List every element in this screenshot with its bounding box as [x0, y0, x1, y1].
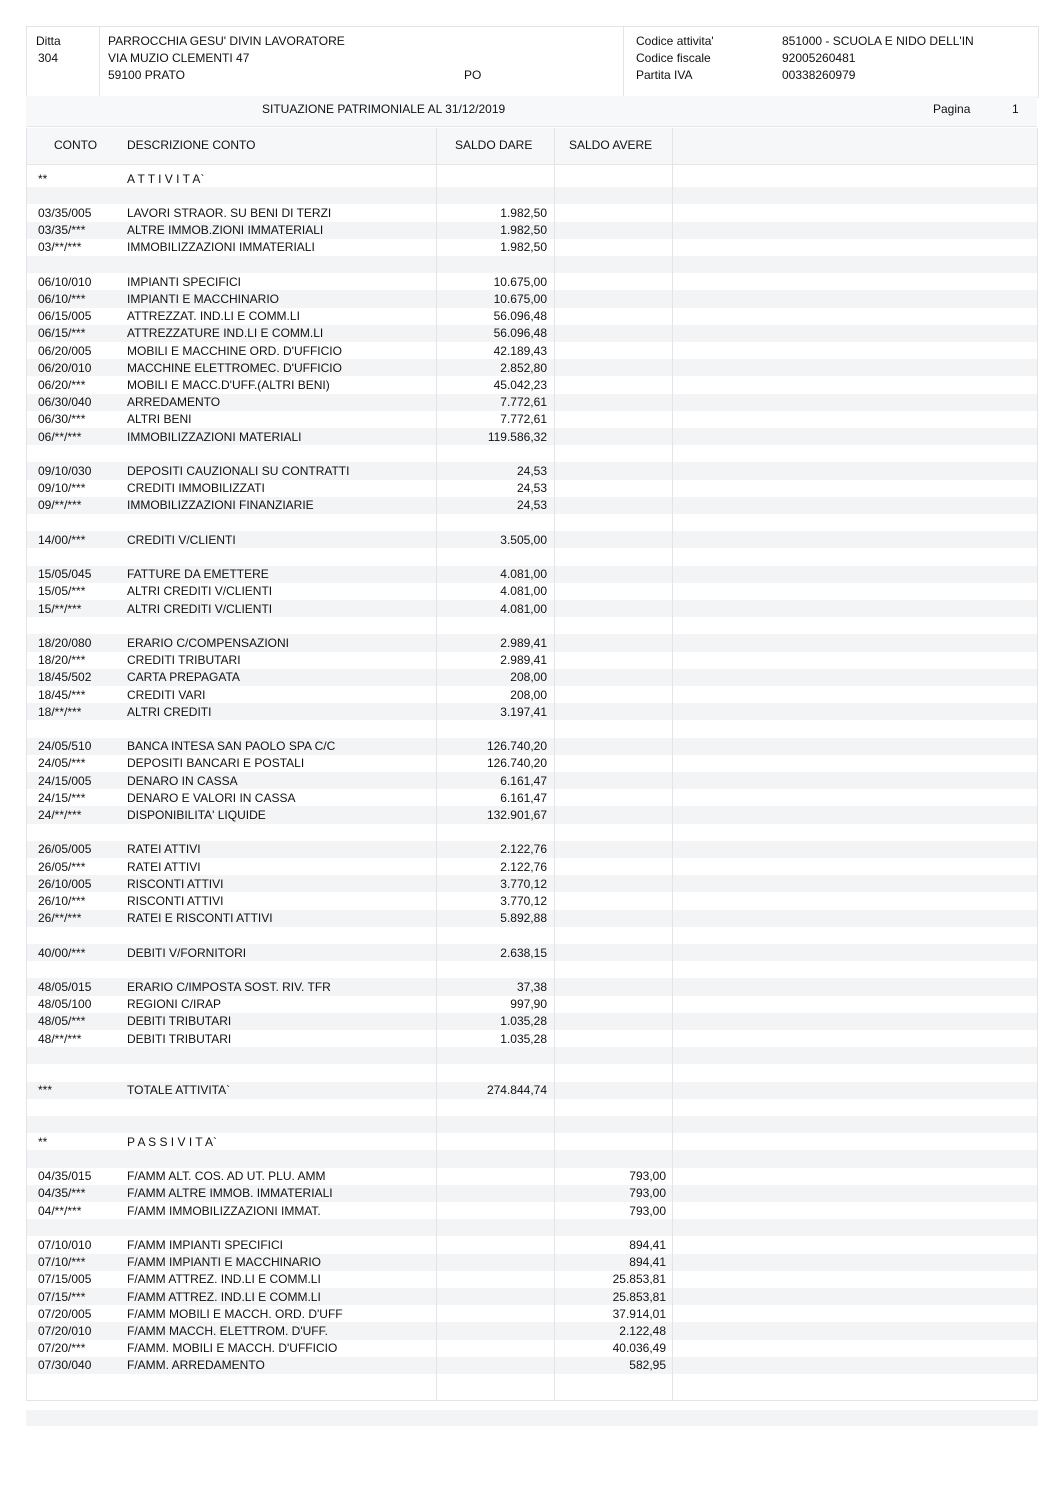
saldo-dare-value: 2.122,76: [500, 842, 547, 857]
account-code: 07/10/010: [38, 1237, 92, 1252]
saldo-dare-value: 3.505,00: [500, 532, 547, 547]
account-description: F/AMM MOBILI E MACCH. ORD. D'UFF: [127, 1306, 343, 1321]
row-stripe: [26, 1047, 1037, 1064]
column-header-descrizione: DESCRIZIONE CONTO: [127, 138, 256, 152]
account-code: 04/35/015: [38, 1169, 92, 1184]
account-description: F/AMM IMPIANTI E MACCHINARIO: [127, 1255, 322, 1270]
account-code: 06/**/***: [38, 429, 82, 444]
saldo-dare-value: 6.161,47: [500, 790, 547, 805]
account-description: REGIONI C/IRAP: [127, 997, 222, 1012]
account-description: F/AMM ATTREZ. IND.LI E COMM.LI: [127, 1272, 321, 1287]
account-code: 09/10/***: [38, 481, 86, 496]
account-code: 07/10/***: [38, 1255, 86, 1270]
account-description: IMMOBILIZZAZIONI MATERIALI: [127, 429, 302, 444]
account-description: RATEI ATTIVI: [127, 859, 201, 874]
saldo-avere-value: 2.122,48: [619, 1323, 666, 1338]
row-stripe: [26, 1219, 1037, 1236]
saldo-dare-value: 24,53: [516, 481, 547, 496]
saldo-dare-value: 4.081,00: [500, 601, 547, 616]
account-code: 40/00/***: [38, 945, 86, 960]
report-title: SITUAZIONE PATRIMONIALE AL 31/12/2019: [262, 102, 506, 116]
table-bottom-border: [26, 1400, 1038, 1401]
saldo-dare-value: 1.035,28: [500, 1031, 547, 1046]
column-divider: [436, 128, 437, 1400]
company-name: PARROCCHIA GESU' DIVIN LAVORATORE: [108, 34, 345, 48]
account-description: MACCHINE ELETTROMEC. D'UFFICIO: [127, 360, 342, 375]
account-description: CREDITI VARI: [127, 687, 206, 702]
account-description: F/AMM ATTREZ. IND.LI E COMM.LI: [127, 1289, 321, 1304]
saldo-dare-value: 6.161,47: [500, 773, 547, 788]
account-description: BANCA INTESA SAN PAOLO SPA C/C: [127, 739, 336, 754]
account-description: F/AMM ALTRE IMMOB. IMMATERIALI: [127, 1186, 333, 1201]
account-code: 06/10/010: [38, 274, 92, 289]
saldo-dare-value: 1.982,50: [500, 205, 547, 220]
account-code: 06/20/010: [38, 360, 92, 375]
account-code: 26/10/***: [38, 893, 86, 908]
saldo-avere-value: 793,00: [629, 1169, 666, 1184]
saldo-dare-value: 7.772,61: [500, 395, 547, 410]
saldo-dare-value: 56.096,48: [493, 326, 547, 341]
account-code: 18/45/***: [38, 687, 86, 702]
saldo-dare-value: 132.901,67: [486, 807, 547, 822]
saldo-dare-value: 997,90: [510, 997, 547, 1012]
account-description: ALTRI CREDITI V/CLIENTI: [127, 584, 273, 599]
saldo-dare-value: 2.638,15: [500, 945, 547, 960]
saldo-dare-value: 208,00: [510, 670, 547, 685]
account-description: ALTRE IMMOB.ZIONI IMMATERIALI: [127, 223, 324, 238]
account-description: CARTA PREPAGATA: [127, 670, 240, 685]
saldo-dare-value: 2.122,76: [500, 859, 547, 874]
account-code: 48/**/***: [38, 1031, 82, 1046]
saldo-dare-value: 45.042,23: [493, 377, 547, 392]
account-code: 48/05/100: [38, 997, 92, 1012]
saldo-avere-value: 40.036,49: [612, 1341, 666, 1356]
account-description: MOBILI E MACCHINE ORD. D'UFFICIO: [127, 343, 342, 358]
account-code: 24/15/005: [38, 773, 92, 788]
saldo-dare-value: 2.989,41: [500, 635, 547, 650]
saldo-dare-value: 119.586,32: [487, 429, 547, 444]
saldo-dare-value: 1.982,50: [500, 223, 547, 238]
account-description: ALTRI CREDITI V/CLIENTI: [127, 601, 273, 616]
account-code: 07/20/***: [38, 1341, 86, 1356]
partita-iva-label: Partita IVA: [636, 68, 693, 82]
company-province: PO: [464, 68, 482, 82]
row-stripe: [26, 1150, 1037, 1167]
account-description: RATEI E RISCONTI ATTIVI: [127, 911, 273, 926]
account-description: DENARO IN CASSA: [127, 773, 238, 788]
saldo-dare-value: 1.035,28: [500, 1014, 547, 1029]
account-code: 07/15/005: [38, 1272, 92, 1287]
account-code: 06/30/***: [38, 412, 86, 427]
saldo-dare-value: 42.189,43: [493, 343, 547, 358]
saldo-avere-value: 25.853,81: [612, 1272, 666, 1287]
account-code: 15/**/***: [38, 601, 82, 616]
saldo-avere-value: 37.914,01: [612, 1306, 666, 1321]
account-description: CREDITI TRIBUTARI: [127, 653, 241, 668]
account-description: ATTREZZATURE IND.LI E COMM.LI: [127, 326, 324, 341]
account-code: 06/20/***: [38, 377, 86, 392]
saldo-dare-value: 10.675,00: [493, 291, 547, 306]
company-address: VIA MUZIO CLEMENTI 47: [108, 51, 250, 65]
account-code: 03/**/***: [38, 240, 82, 255]
account-description: DISPONIBILITA' LIQUIDE: [127, 807, 266, 822]
account-code: 07/30/040: [38, 1358, 92, 1373]
saldo-avere-value: 894,41: [629, 1237, 666, 1252]
account-description: F/AMM IMMOBILIZZAZIONI IMMAT.: [127, 1203, 321, 1218]
account-description: IMPIANTI SPECIFICI: [127, 274, 242, 289]
account-code: 06/15/***: [38, 326, 86, 341]
account-description: F/AMM IMPIANTI SPECIFICI: [127, 1237, 284, 1252]
account-code: 18/**/***: [38, 704, 82, 719]
saldo-avere-value: 25.853,81: [612, 1289, 666, 1304]
footer-band: [26, 1410, 1038, 1426]
saldo-dare-value: 2.852,80: [500, 360, 547, 375]
saldo-dare-value: 5.892,88: [500, 911, 547, 926]
saldo-dare-value: 37,38: [516, 979, 547, 994]
account-description: F/AMM ALT. COS. AD UT. PLU. AMM: [127, 1169, 326, 1184]
account-description: TOTALE ATTIVITA`: [127, 1083, 231, 1098]
saldo-dare-value: 274.844,74: [486, 1083, 547, 1098]
account-description: F/AMM MACCH. ELETTROM. D'UFF.: [127, 1323, 328, 1338]
account-code: 18/20/080: [38, 635, 92, 650]
account-description: ALTRI CREDITI: [127, 704, 212, 719]
account-code: 06/30/040: [38, 395, 92, 410]
codice-attivita-value: 851000 - SCUOLA E NIDO DELL'IN: [782, 34, 974, 48]
saldo-dare-value: 3.770,12: [500, 876, 547, 891]
saldo-dare-value: 56.096,48: [493, 309, 547, 324]
account-description: IMMOBILIZZAZIONI FINANZIARIE: [127, 498, 314, 513]
saldo-dare-value: 24,53: [516, 498, 547, 513]
column-header-conto: CONTO: [54, 138, 98, 152]
saldo-dare-value: 126.740,20: [486, 756, 547, 771]
row-stripe: [26, 1116, 1037, 1133]
saldo-dare-value: 4.081,00: [500, 584, 547, 599]
account-description: RISCONTI ATTIVI: [127, 876, 224, 891]
saldo-avere-value: 894,41: [629, 1255, 666, 1270]
codice-fiscale-label: Codice fiscale: [636, 51, 711, 65]
account-description: ALTRI BENI: [127, 412, 192, 427]
account-description: RATEI ATTIVI: [127, 842, 201, 857]
saldo-dare-value: 3.770,12: [500, 893, 547, 908]
account-code: 26/05/***: [38, 859, 86, 874]
codice-fiscale-value: 92005260481: [782, 51, 856, 65]
table-border: [26, 128, 27, 1400]
account-description: DEPOSITI BANCARI E POSTALI: [127, 756, 305, 771]
saldo-avere-value: 793,00: [629, 1203, 666, 1218]
table-border: [1037, 128, 1038, 1400]
account-code: 07/20/005: [38, 1306, 92, 1321]
account-code: **: [38, 1134, 48, 1149]
account-code: 03/35/005: [38, 205, 92, 220]
account-code: 24/05/***: [38, 756, 86, 771]
account-code: 07/15/***: [38, 1289, 86, 1304]
saldo-avere-value: 793,00: [629, 1186, 666, 1201]
account-description: FATTURE DA EMETTERE: [127, 567, 269, 582]
page-number: 1: [1012, 102, 1019, 116]
saldo-dare-value: 3.197,41: [500, 704, 547, 719]
row-stripe: [26, 187, 1037, 204]
row-stripe: [26, 256, 1037, 273]
title-bar: [26, 96, 1037, 127]
account-description: MOBILI E MACC.D'UFF.(ALTRI BENI): [127, 377, 330, 392]
saldo-dare-value: 10.675,00: [493, 274, 547, 289]
account-description: ARREDAMENTO: [127, 395, 221, 410]
account-description: IMPIANTI E MACCHINARIO: [127, 291, 280, 306]
account-code: 24/05/510: [38, 739, 92, 754]
header-divider: [99, 27, 100, 97]
column-divider: [554, 128, 555, 1400]
account-code: 06/20/005: [38, 343, 92, 358]
account-description: DEBITI TRIBUTARI: [127, 1014, 232, 1029]
saldo-dare-value: 2.989,41: [500, 653, 547, 668]
partita-iva-value: 00338260979: [782, 68, 856, 82]
account-description: LAVORI STRAOR. SU BENI DI TERZI: [127, 205, 332, 220]
account-code: 18/45/502: [38, 670, 92, 685]
column-header-saldo-dare: SALDO DARE: [455, 138, 533, 152]
account-description: A T T I V I T A`: [127, 171, 205, 186]
page-label: Pagina: [933, 102, 971, 116]
account-code: 14/00/***: [38, 532, 86, 547]
account-description: F/AMM. ARREDAMENTO: [127, 1358, 265, 1373]
saldo-dare-value: 24,53: [516, 463, 547, 478]
account-code: 15/05/045: [38, 567, 92, 582]
account-code: 04/35/***: [38, 1186, 86, 1201]
column-divider: [672, 128, 673, 1400]
account-code: 15/05/***: [38, 584, 86, 599]
account-code: 09/**/***: [38, 498, 82, 513]
account-code: ***: [38, 1083, 53, 1098]
account-code: 06/15/005: [38, 309, 92, 324]
account-description: DEPOSITI CAUZIONALI SU CONTRATTI: [127, 463, 350, 478]
account-description: CREDITI IMMOBILIZZATI: [127, 481, 265, 496]
account-code: 07/20/010: [38, 1323, 92, 1338]
account-description: RISCONTI ATTIVI: [127, 893, 224, 908]
saldo-dare-value: 4.081,00: [500, 567, 547, 582]
saldo-dare-value: 1.982,50: [500, 240, 547, 255]
account-code: 26/**/***: [38, 911, 82, 926]
account-description: IMMOBILIZZAZIONI IMMATERIALI: [127, 240, 315, 255]
account-code: 26/05/005: [38, 842, 92, 857]
ditta-label: Ditta: [36, 34, 61, 48]
account-code: 48/05/015: [38, 979, 92, 994]
column-header-saldo-avere: SALDO AVERE: [569, 138, 653, 152]
account-description: ATTREZZAT. IND.LI E COMM.LI: [127, 309, 300, 324]
company-city: 59100 PRATO: [108, 68, 185, 82]
account-description: P A S S I V I T A`: [127, 1134, 218, 1149]
saldo-dare-value: 208,00: [510, 687, 547, 702]
header-divider: [623, 27, 624, 97]
account-code: 06/10/***: [38, 291, 86, 306]
account-description: DEBITI V/FORNITORI: [127, 945, 247, 960]
account-description: ERARIO C/IMPOSTA SOST. RIV. TFR: [127, 979, 331, 994]
account-code: 09/10/030: [38, 463, 92, 478]
account-code: 48/05/***: [38, 1014, 86, 1029]
account-code: 24/15/***: [38, 790, 86, 805]
account-description: CREDITI V/CLIENTI: [127, 532, 236, 547]
account-code: 04/**/***: [38, 1203, 82, 1218]
saldo-avere-value: 582,95: [629, 1358, 666, 1373]
account-code: **: [38, 171, 48, 186]
saldo-dare-value: 126.740,20: [486, 739, 547, 754]
account-code: 18/20/***: [38, 653, 86, 668]
codice-attivita-label: Codice attivita': [636, 34, 714, 48]
account-description: ERARIO C/COMPENSAZIONI: [127, 635, 290, 650]
saldo-dare-value: 7.772,61: [500, 412, 547, 427]
ditta-code: 304: [38, 51, 59, 65]
account-code: 26/10/005: [38, 876, 92, 891]
account-description: F/AMM. MOBILI E MACCH. D'UFFICIO: [127, 1341, 338, 1356]
account-description: DEBITI TRIBUTARI: [127, 1031, 232, 1046]
account-code: 03/35/***: [38, 223, 86, 238]
account-description: DENARO E VALORI IN CASSA: [127, 790, 296, 805]
account-code: 24/**/***: [38, 807, 82, 822]
